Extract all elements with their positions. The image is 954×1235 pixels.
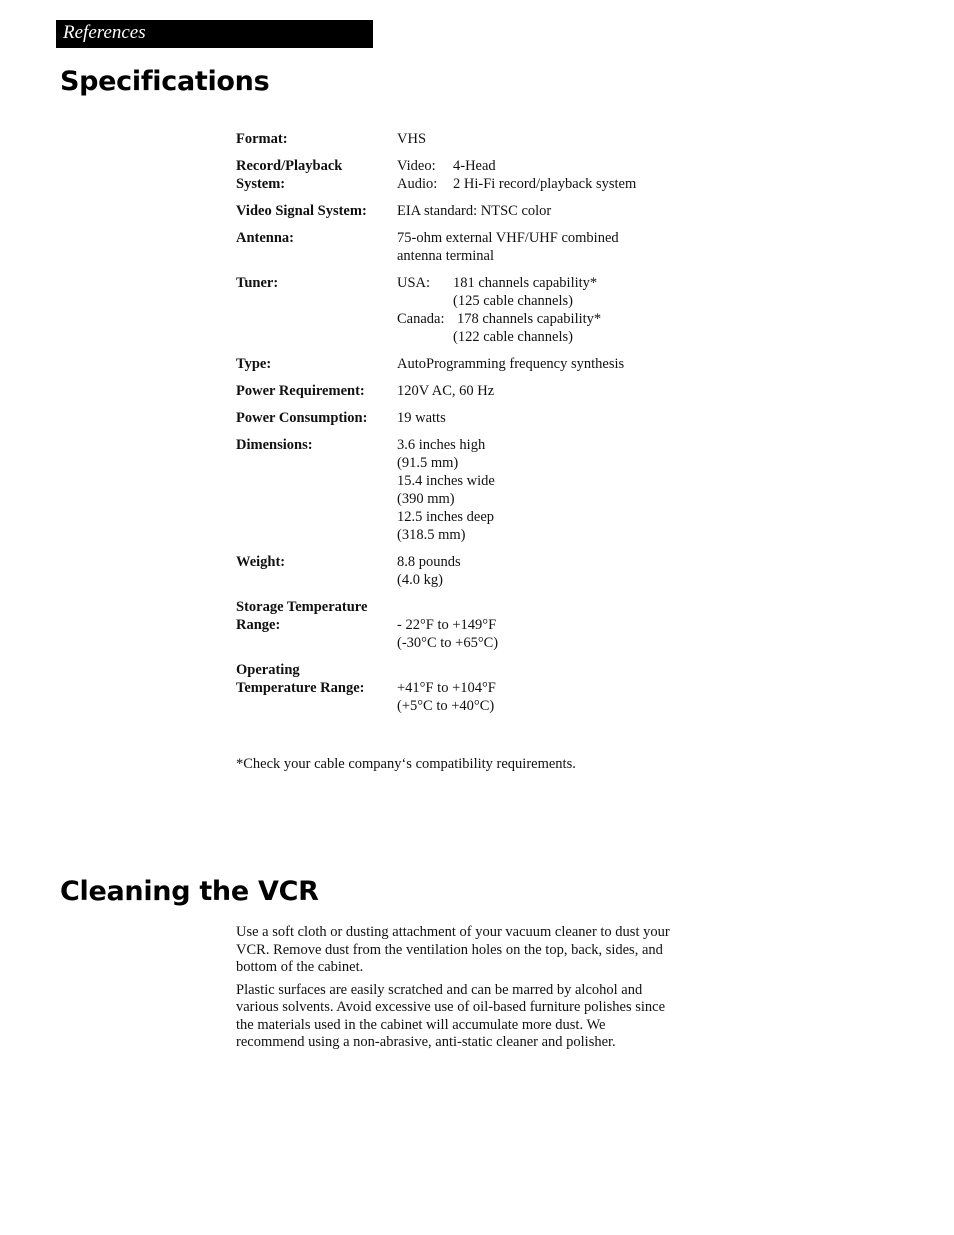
spec-value [397,274,716,346]
paragraph: Plastic surfaces are easily scratched and can be marred by alcohol and various solvents. Avoid excessive use of oil-based furniture polishes since the materials used in the cabinet will accumulate more dust. We recommend using a non-abrasive, anti-static cleaner and polisher. [236,981,666,1050]
spec-value-line: (318.5 mm) [397,527,466,543]
spec-label-line: Storage Temperature [236,599,368,615]
spec-sub-value: 4-Head [453,158,496,174]
spec-label: Power Consumption: [236,410,368,426]
spec-label: Dimensions: [236,437,313,453]
spec-value [397,661,716,715]
spec-row-weight [236,553,716,589]
spec-row-video-signal [236,202,716,220]
spec-value-line: 12.5 inches deep [397,509,495,525]
section-header-bar [56,20,373,48]
paragraph: Use a soft cloth or dusting attachment of your vacuum cleaner to dust your VCR. Remove dust from the ventilation holes on the top, back, sides, and bottom of the cabinet. [236,924,670,975]
spec-label-line: Record/Playback [236,158,343,174]
spec-sub-key: Video: [397,158,436,174]
spec-value-line: (125 cable channels) [453,293,573,309]
spec-label-line: Range: [236,617,281,633]
spec-label: Video Signal System: [236,203,367,219]
spec-row-tuner [236,274,716,346]
spec-value-line: 15.4 inches wide [397,473,495,489]
spec-sub-value: 181 channels capability* [453,275,598,291]
spec-value-line: (-30°C to +65°C) [397,635,499,651]
spec-label: Type: [236,356,272,372]
spec-value-line: +41°F to +104°F [397,680,496,696]
spec-value: AutoProgramming frequency synthesis [397,356,625,372]
footnote: *Check your cable company‘s compatibility requirements. [236,756,576,772]
spec-label: Tuner: [236,275,279,291]
spec-row-dimensions [236,436,716,544]
spec-label: Power Requirement: [236,383,365,399]
spec-row-power-consumption [236,409,716,427]
spec-label [236,157,397,193]
spec-value-line: 3.6 inches high [397,437,486,453]
section-label: References [63,22,146,43]
spec-value: 120V AC, 60 Hz [397,383,495,399]
spec-sub-key: USA: [397,275,431,291]
spec-row-type [236,355,716,373]
spec-sub-value: 178 channels capability* [457,311,602,327]
spec-value-line: 8.8 pounds [397,554,461,570]
spec-row-operating-temperature [236,661,716,715]
spec-label-line: System: [236,176,286,192]
spec-value: EIA standard: NTSC color [397,203,552,219]
cleaning-heading: Cleaning the VCR [60,876,319,907]
specifications-heading: Specifications [60,66,270,97]
spec-value-line: (+5°C to +40°C) [397,698,495,714]
spec-sub-value: 2 Hi-Fi record/playback system [453,176,637,192]
spec-label-line: Operating [236,662,300,678]
cleaning-body [236,924,676,1057]
spec-label [236,598,397,652]
spec-row-power-requirement [236,382,716,400]
spec-value: VHS [397,131,427,147]
spec-label-line: Temperature Range: [236,680,365,696]
spec-value [397,229,716,265]
spec-label: Format: [236,131,288,147]
spec-row-record-playback [236,157,716,193]
spec-sub-key: Canada: [397,311,445,327]
spec-value: 19 watts [397,410,446,426]
spec-label [236,661,397,715]
spec-value [397,157,716,193]
spec-sub-key: Audio: [397,176,438,192]
spec-label: Weight: [236,554,286,570]
spec-value-line: (390 mm) [397,491,455,507]
spec-value-line: - 22°F to +149°F [397,617,497,633]
spec-row-storage-temperature [236,598,716,652]
spec-value-line: antenna terminal [397,248,495,264]
spec-value-line: 75-ohm external VHF/UHF combined [397,230,619,246]
spec-value [397,553,716,589]
spec-row-antenna [236,229,716,265]
spec-value-line: (91.5 mm) [397,455,459,471]
specifications-table [236,130,716,724]
spec-value [397,598,716,652]
spec-value-line: (4.0 kg) [397,572,443,588]
spec-value-line: (122 cable channels) [453,329,573,345]
spec-label: Antenna: [236,230,295,246]
spec-value [397,436,716,544]
spec-row-format [236,130,716,148]
